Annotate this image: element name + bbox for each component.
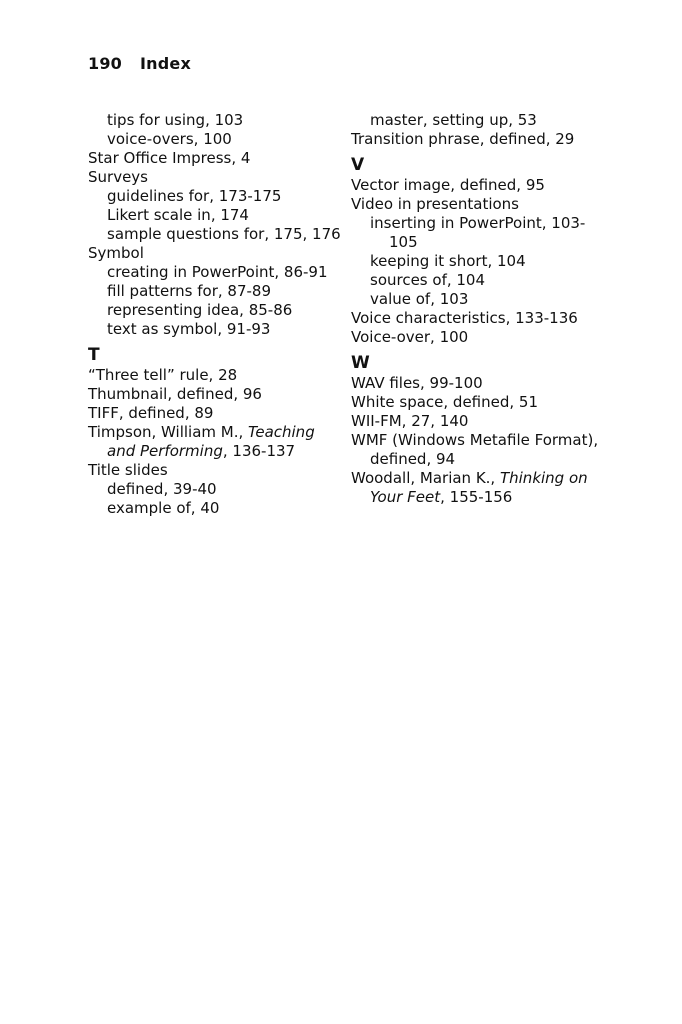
index-entry: WMF (Windows Metafile Format), defined, 94: [351, 431, 599, 468]
index-entry: Transition phrase, defined, 29: [351, 130, 575, 148]
index-subentry: guidelines for, 173-175: [107, 187, 282, 205]
running-head: [88, 54, 191, 73]
entry-pages: , 155-156: [440, 488, 513, 506]
index-column-right: [351, 111, 601, 507]
index-entry: Star Office Impress, 4: [88, 149, 251, 167]
index-entry: Voice-over, 100: [351, 328, 469, 346]
index-entry: Voice characteristics, 133-136: [351, 309, 578, 327]
index-subentry: tips for using, 103: [107, 111, 244, 129]
index-entry: Title slides: [88, 461, 168, 479]
index-entry: [88, 423, 338, 461]
index-subentry: example of, 40: [107, 499, 220, 517]
index-entry: Symbol: [88, 244, 144, 262]
page-number: 190: [88, 54, 122, 73]
index-subentry: fill patterns for, 87-89: [107, 282, 271, 300]
index-entry: Video in presentations: [351, 195, 519, 213]
index-subentry: inserting in PowerPoint, 103-105: [370, 214, 586, 251]
index-subentry: creating in PowerPoint, 86-91: [107, 263, 328, 281]
index-entry: Thumbnail, defined, 96: [88, 385, 262, 403]
entry-pages: , 136-137: [222, 442, 296, 460]
index-column-left: [88, 111, 341, 518]
index-entry: WAV files, 99-100: [351, 374, 483, 392]
section-letter-t: T: [88, 345, 100, 365]
index-subentry: voice-overs, 100: [107, 130, 232, 148]
index-subentry: value of, 103: [370, 290, 469, 308]
index-subentry: defined, 39-40: [107, 480, 217, 498]
index-entry: “Three tell” rule, 28: [88, 366, 238, 384]
index-entry: White space, defined, 51: [351, 393, 539, 411]
index-entry: [351, 469, 601, 507]
index-entry: Vector image, defined, 95: [351, 176, 545, 194]
index-entry: TIFF, defined, 89: [88, 404, 214, 422]
book-title: Teaching and Performing: [107, 423, 315, 460]
section-letter-w: W: [351, 353, 370, 373]
index-subentry: text as symbol, 91-93: [107, 320, 271, 338]
index-entry: WII-FM, 27, 140: [351, 412, 469, 430]
index-subentry: master, setting up, 53: [370, 111, 537, 129]
index-subentry: sources of, 104: [370, 271, 486, 289]
book-title: Thinking on Your Feet: [370, 469, 588, 506]
section-title: Index: [140, 54, 191, 73]
index-subentry: sample questions for, 175, 176: [107, 225, 341, 243]
section-letter-v: V: [351, 155, 365, 175]
entry-text: Timpson, William M.,: [88, 423, 249, 441]
index-subentry: keeping it short, 104: [370, 252, 526, 270]
index-subentry: representing idea, 85-86: [107, 301, 293, 319]
entry-text: Woodall, Marian K.,: [351, 469, 500, 487]
index-entry: Surveys: [88, 168, 148, 186]
index-subentry: Likert scale in, 174: [107, 206, 249, 224]
